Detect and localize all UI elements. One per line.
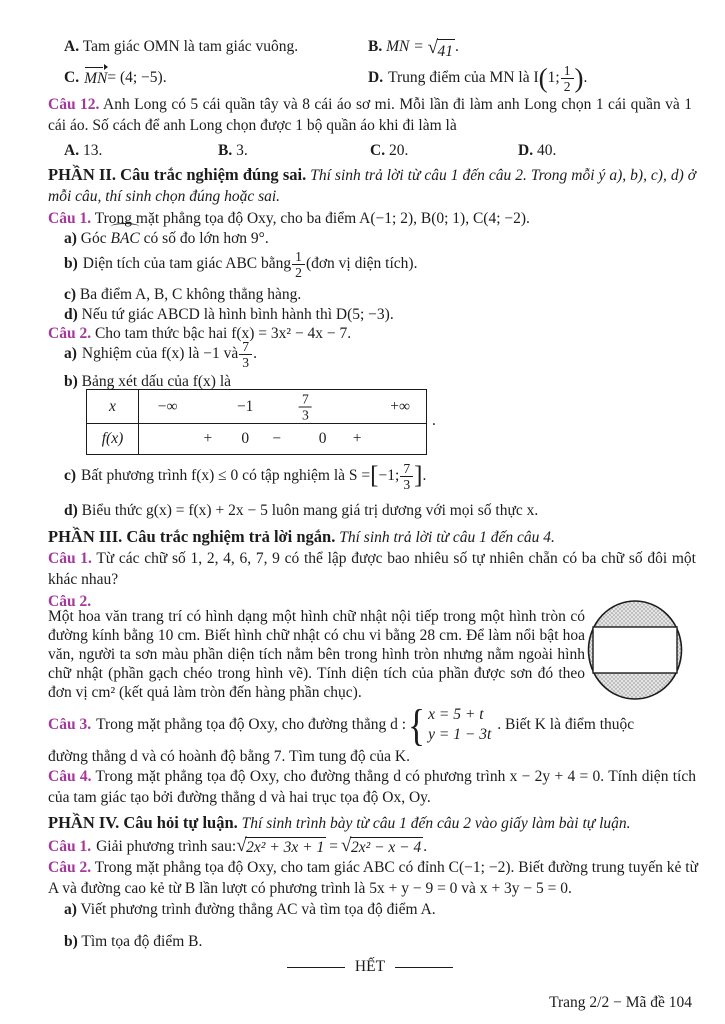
table-period: . bbox=[432, 412, 436, 429]
q12-option-c-text: 20. bbox=[388, 142, 409, 159]
p4-q2-b-label: b) bbox=[64, 933, 78, 950]
p2-q2-c-label: c) bbox=[64, 467, 77, 484]
table-cell-neg-inf: −∞ bbox=[157, 397, 178, 415]
part4-title: PHẦN IV. Câu hỏi tự luận. bbox=[48, 813, 238, 832]
question-12 bbox=[48, 94, 692, 136]
p4-q1-period: . bbox=[423, 838, 428, 855]
fraction-numerator: 7 bbox=[400, 461, 413, 477]
radical-sign: √ bbox=[236, 835, 247, 856]
p4-q2-a-label: a) bbox=[64, 901, 77, 918]
fraction-7-3 bbox=[238, 339, 253, 370]
fraction-1-2 bbox=[560, 63, 575, 94]
sign-table-row-x bbox=[87, 390, 426, 424]
part2-subtitle: Thí sinh trả lời từ câu 1 đến câu 2. Trong mỗi ý a), b), c), d) ở mỗi câu, thí sinh chọn đúng hoặc sai. bbox=[48, 167, 696, 205]
option-b-math: MN = bbox=[386, 38, 428, 55]
left-brace: { bbox=[408, 700, 426, 750]
table-sign-plus-2: + bbox=[352, 430, 362, 447]
sign-table-row-fx bbox=[87, 424, 426, 454]
p2-q2-d-label: d) bbox=[64, 502, 78, 519]
part3-title: PHẦN III. Câu trắc nghiệm trả lời ngắn. bbox=[48, 527, 336, 546]
p2-q1-a-label: a) bbox=[64, 230, 77, 247]
p4-q2-item-b bbox=[64, 931, 694, 952]
p2-q1-text: Trong mặt phẳng tọa độ Oxy, cho ba điểm A(−1; 2), B(0; 1), C(4; −2). bbox=[94, 210, 530, 227]
p3-q1-text: Từ các chữ số 1, 2, 4, 6, 7, 9 có thể lập được bao nhiêu số tự nhiên chẵn có ba chữ số đôi một khác nhau? bbox=[48, 550, 696, 588]
option-d-period: . bbox=[583, 69, 588, 86]
q12-option-d-label: D. bbox=[518, 142, 534, 159]
q12-option-d-text: 40. bbox=[536, 142, 557, 159]
p4-q1-label: Câu 1. bbox=[48, 838, 92, 855]
q12-option-a-text: 13. bbox=[82, 142, 103, 159]
fraction-denominator: 2 bbox=[295, 264, 302, 280]
p3-q1-label: Câu 1. bbox=[48, 550, 92, 567]
p2-q2-label: Câu 2. bbox=[48, 325, 92, 342]
fraction-7-3 bbox=[298, 391, 313, 422]
p2-q1-d-text: Nếu tứ giác ABCD là hình bình hành thì D(5; −3). bbox=[81, 306, 394, 323]
p3-q2-text: Một hoa văn trang trí có hình dạng một hình chữ nhật nội tiếp trong một hình tròn có đường kính bằng 10 cm. Biết hình chữ nhật có chu vi bằng 28 cm. Để làm nổi bật hoa văn, người ta sơn màu phần diện tích nằm bên trong hình tròn nhưng nằm ngoài hình chữ nhật (phần gạch chéo trong hình vẽ). Tính diện tích của phần được sơn đó theo đơn vị cm² (kết quả làm tròn đến hàng phần chục). bbox=[48, 608, 585, 701]
sqrt-expression-left bbox=[236, 837, 326, 857]
p3-q4-label: Câu 4. bbox=[48, 768, 92, 785]
q12-option-c-label: C. bbox=[370, 142, 386, 159]
option-d-text: Trung điểm của MN là I bbox=[388, 69, 539, 86]
p2-q2-c-inner: −1; bbox=[378, 467, 400, 484]
p3-q2-label: Câu 2. bbox=[48, 593, 92, 610]
vector-arrow-icon bbox=[85, 67, 103, 68]
radicand: 41 bbox=[437, 39, 456, 62]
part4-subtitle: Thí sinh trình bày từ câu 1 đến câu 2 vào giấy làm bài tự luận. bbox=[241, 815, 631, 832]
p2-q1-d-label: d) bbox=[64, 306, 78, 323]
table-sign-zero-1: 0 bbox=[241, 430, 250, 447]
p2-q2-c-pre: Bất phương trình f(x) ≤ 0 có tập nghiệm là S = bbox=[81, 467, 371, 484]
p4-q1-pre: Giải phương trình sau: bbox=[96, 838, 237, 855]
radicand: 2x² + 3x + 1 bbox=[246, 839, 325, 856]
p3-q3-line2: đường thẳng d và có hoành độ bằng 7. Tìm tung độ của K. bbox=[48, 748, 410, 765]
table-sign-plus-1: + bbox=[203, 430, 213, 447]
p3-q3-pre: Trong mặt phẳng tọa độ Oxy, cho đường thẳng d : bbox=[96, 716, 407, 733]
p2-q1-b-label: b) bbox=[64, 255, 78, 272]
equation-1: x = 5 + t bbox=[428, 706, 484, 723]
q12-option-b-label: B. bbox=[218, 142, 233, 159]
fraction-numerator: 1 bbox=[292, 249, 305, 265]
p2-q2-d-text: Biểu thức g(x) = f(x) + 2x − 5 luôn mang giá trị dương với mọi số thực x. bbox=[81, 502, 539, 519]
vector-mn-text: MN bbox=[84, 70, 108, 87]
page-footer bbox=[48, 994, 692, 1012]
part2-header bbox=[48, 164, 696, 207]
p2-q1-b-pre: Diện tích của tam giác ABC bằng bbox=[82, 255, 292, 272]
option-a-text: Tam giác OMN là tam giác vuông. bbox=[82, 38, 299, 55]
p2-q1-item-c bbox=[64, 284, 694, 305]
p2-q2-a-label: a) bbox=[64, 345, 77, 362]
p2-q1-label: Câu 1. bbox=[48, 210, 92, 227]
part3-header bbox=[48, 526, 696, 548]
fraction-denominator: 3 bbox=[403, 476, 411, 492]
p2-q2-item-a bbox=[64, 337, 694, 371]
option-b-label: B. bbox=[368, 38, 383, 55]
p3-question-3-line2 bbox=[48, 746, 696, 767]
p4-q2-a-text: Viết phương trình đường thẳng AC và tìm tọa độ điểm A. bbox=[80, 901, 436, 918]
option-c-text: = (4; −5). bbox=[107, 69, 167, 86]
rectangle-shape bbox=[593, 627, 677, 673]
p4-q2-text: Trong mặt phẳng tọa độ Oxy, cho tam giác ABC có đỉnh C(−1; −2). Biết đường trung tuyến kẻ từ A và đường cao kẻ từ B lần lượt có phương trình là 5x + y − 9 = 0 và x + 3y − 5 = 0. bbox=[48, 859, 698, 897]
circle-rectangle-figure bbox=[586, 599, 686, 701]
angle-bac-text: BAC bbox=[110, 230, 140, 247]
table-cell-7-3 bbox=[298, 391, 313, 422]
p4-q2-b-text: Tìm tọa độ điểm B. bbox=[81, 933, 203, 950]
option-d-label: D. bbox=[368, 69, 384, 86]
table-sign-zero-2: 0 bbox=[318, 430, 327, 447]
radicand: 2x² − x − 4 bbox=[350, 839, 422, 856]
p2-q2-c-post: . bbox=[422, 467, 427, 484]
end-marker bbox=[48, 958, 692, 976]
table-fx-header: f(x) bbox=[101, 430, 124, 447]
p2-question-1 bbox=[48, 208, 696, 229]
p3-q3-post: . Biết K là điểm thuộc bbox=[497, 716, 635, 733]
widehat-icon bbox=[111, 223, 139, 230]
fraction-numerator: 7 bbox=[299, 391, 312, 407]
p3-question-2-body bbox=[48, 607, 585, 702]
option-a-label: A. bbox=[64, 38, 80, 55]
p2-q1-b-post: (đơn vị diện tích). bbox=[305, 255, 418, 272]
p4-q1-equals: = bbox=[329, 838, 338, 855]
p2-q2-text: Cho tam thức bậc hai f(x) = 3x² − 4x − 7. bbox=[94, 325, 352, 342]
p3-question-1 bbox=[48, 548, 696, 590]
question-12-text: Anh Long có 5 cái quần tây và 8 cái áo sơ mi. Mỗi lần đi làm anh Long chọn 1 cái quần và 1 cái áo. Số cách để anh Long chọn được 1 bộ quần áo khi đi làm là bbox=[48, 96, 692, 134]
p2-q2-a-post: . bbox=[253, 345, 257, 362]
fraction-denominator: 3 bbox=[242, 354, 250, 370]
p2-q2-a-pre: Nghiệm của f(x) là −1 và bbox=[81, 345, 239, 362]
q12-option-a-label: A. bbox=[64, 142, 80, 159]
end-rule-left bbox=[287, 967, 345, 968]
end-rule-right bbox=[395, 967, 453, 968]
part3-subtitle: Thí sinh trả lời từ câu 1 đến câu 4. bbox=[339, 529, 555, 546]
fraction-numerator: 1 bbox=[561, 63, 574, 79]
p3-question-4 bbox=[48, 766, 696, 808]
p2-q2-item-c: c) Bất phương trình f(x) ≤ 0 có tập nghiệm là S = [ −1; $\frac{7}{3}$ ] . bbox=[64, 460, 427, 492]
equation-system bbox=[406, 700, 492, 750]
p3-q3-label: Câu 3. bbox=[48, 716, 92, 733]
table-cell-pos-inf: +∞ bbox=[390, 397, 411, 415]
option-b-period: . bbox=[455, 38, 459, 55]
p2-q2-b-text: Bảng xét dấu của f(x) là bbox=[81, 373, 232, 390]
page-number: Trang 2/2 − Mã đề 104 bbox=[549, 994, 692, 1011]
radical-sign: √ bbox=[341, 835, 352, 856]
p2-q1-c-text: Ba điểm A, B, C không thẳng hàng. bbox=[79, 286, 302, 303]
option-a bbox=[64, 36, 364, 57]
p4-q2-label: Câu 2. bbox=[48, 859, 92, 876]
question-12-label: Câu 12. bbox=[48, 96, 100, 113]
fraction-1-2 bbox=[291, 249, 306, 280]
sqrt-expression-right bbox=[341, 837, 423, 857]
p4-q2-item-a bbox=[64, 899, 694, 920]
q12-option-b-text: 3. bbox=[236, 142, 248, 159]
p4-question-2 bbox=[48, 857, 698, 899]
part4-header bbox=[48, 812, 696, 834]
option-d-inner: 1; bbox=[547, 69, 560, 86]
fraction-denominator: 2 bbox=[563, 78, 571, 94]
option-d: D. Trung điểm của MN là I ( 1; $\frac{1}{2}$ ) . bbox=[368, 62, 588, 94]
p3-question-3 bbox=[48, 702, 696, 748]
option-c bbox=[64, 58, 364, 98]
fraction-denominator: 3 bbox=[302, 407, 309, 422]
end-label: HẾT bbox=[354, 958, 386, 975]
option-c-label: C. bbox=[64, 69, 80, 86]
part2-title: PHẦN II. Câu trắc nghiệm đúng sai. bbox=[48, 165, 307, 184]
sign-table bbox=[86, 389, 427, 455]
p2-q2-item-d bbox=[64, 500, 694, 521]
p2-q1-a-pre: Góc bbox=[80, 230, 111, 247]
p2-q1-item-b bbox=[64, 246, 694, 282]
equation-2: y = 1 − 3t bbox=[428, 726, 492, 743]
table-x-header: x bbox=[109, 397, 116, 415]
radical-sign: √ bbox=[427, 37, 438, 59]
table-sign-minus: − bbox=[272, 430, 282, 447]
p2-q1-c-label: c) bbox=[64, 286, 77, 303]
p2-q1-a-post: có số đo lớn hơn 9°. bbox=[139, 230, 269, 247]
p2-q2-b-label: b) bbox=[64, 373, 78, 390]
table-cell-neg-1: −1 bbox=[236, 397, 254, 415]
p3-q4-text: Trong mặt phẳng tọa độ Oxy, cho đường thẳng d có phương trình x − 2y + 4 = 0. Tính diện tích của tam giác tạo bởi đường thẳng d và hai trục tọa độ Ox, Oy. bbox=[48, 768, 696, 806]
fraction-7-3 bbox=[399, 461, 414, 492]
fraction-numerator: 7 bbox=[239, 339, 252, 355]
vector-mn bbox=[84, 68, 107, 88]
p2-q1-item-d bbox=[64, 304, 694, 325]
